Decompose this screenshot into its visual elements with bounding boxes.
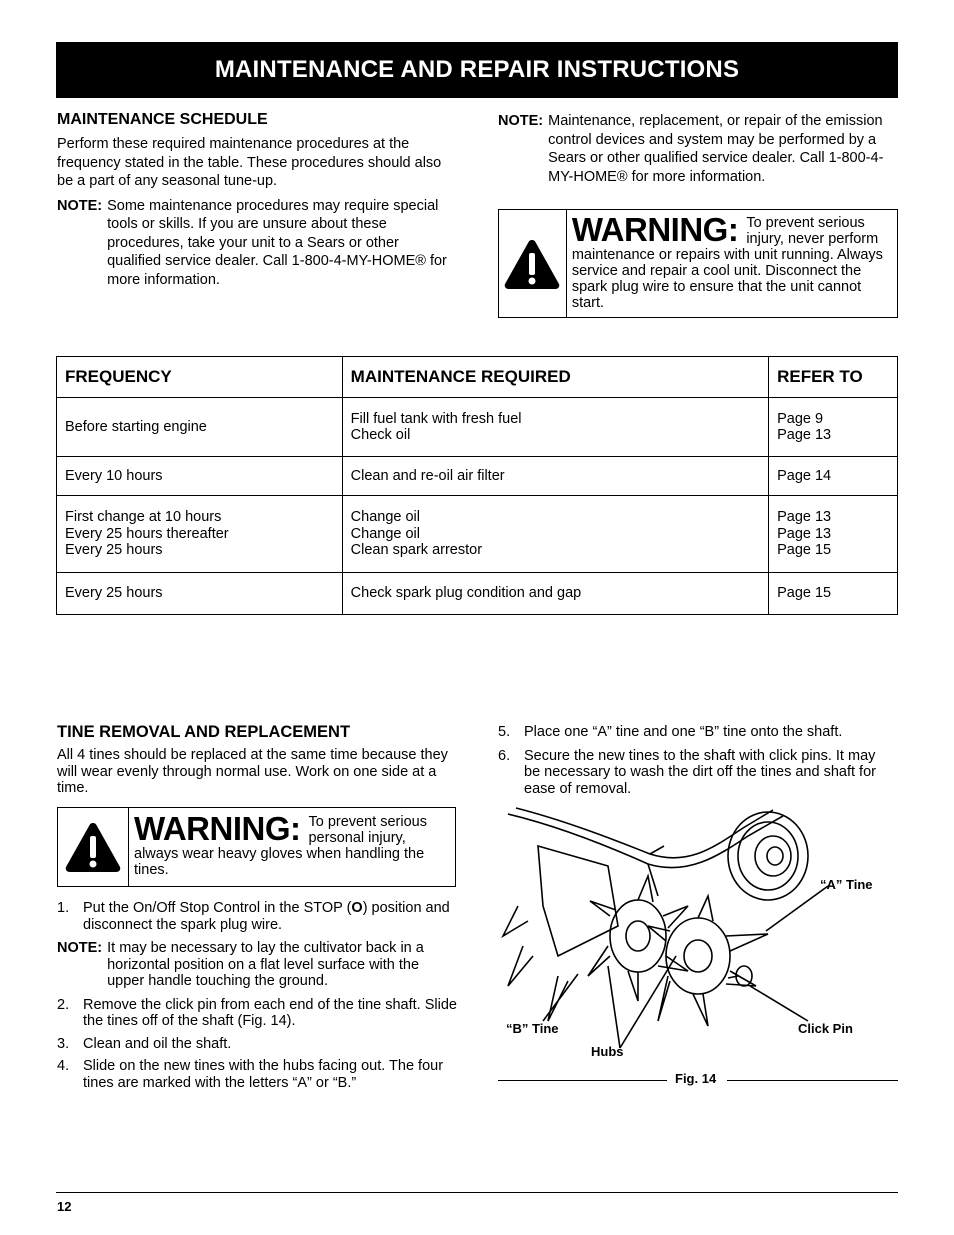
refer-cell: Page 15 <box>777 585 832 602</box>
refer-cell: Page 15 <box>777 542 832 559</box>
table-header-row <box>57 357 898 398</box>
maintenance-cell: Fill fuel tank with fresh fuel <box>350 410 522 427</box>
label-b-tine: “B” Tine <box>506 1021 559 1036</box>
tine-steps-right <box>498 724 893 797</box>
refer-cell: Page 14 <box>777 467 832 484</box>
maintenance-table <box>56 356 898 615</box>
note-text: It may be necessary to lay the cultivator back in a horizontal position on a flat level surface with the upper handle touching the ground. <box>107 940 424 989</box>
step-text: Place one “A” tine and one “B” tine onto the shaft. <box>524 724 843 740</box>
frequency-cell: Before starting engine <box>65 418 207 435</box>
warning-word: WARNING: <box>134 810 301 847</box>
section-heading: MAINTENANCE SCHEDULE <box>57 111 268 128</box>
warning-text-block <box>129 808 455 886</box>
frequency-cell: Every 25 hours <box>65 585 163 602</box>
table-row <box>57 573 898 615</box>
list-item <box>57 1058 457 1091</box>
note-label: NOTE: <box>57 940 103 956</box>
tine-steps-left <box>57 900 457 1091</box>
warning-triangle-icon <box>503 238 561 290</box>
table-row <box>57 398 898 457</box>
step-text: Remove the click pin from each end of the tine shaft. Slide the tines off of the shaft (Fig. 14). <box>83 996 457 1029</box>
step-text: Put the On/Off Stop Control in the STOP (O) position and disconnect the spark plug wire. <box>83 900 450 933</box>
column-header: MAINTENANCE REQUIRED <box>342 357 768 398</box>
warning-icon-cell <box>58 808 129 886</box>
figure-caption: Fig. 14 <box>675 1071 717 1086</box>
list-item <box>57 900 457 933</box>
caption-rule-left <box>498 1080 667 1081</box>
step-text: Clean and oil the shaft. <box>83 1035 232 1052</box>
label-click-pin: Click Pin <box>798 1021 853 1036</box>
tine-intro: All 4 tines should be replaced at the same time because they will wear evenly through normal use. Work on one side at a time. <box>57 747 448 796</box>
label-hubs: Hubs <box>591 1044 624 1059</box>
warning-text-block <box>567 210 897 317</box>
step-number: 6. <box>498 747 511 764</box>
frequency-cell: Every 10 hours <box>65 467 163 484</box>
footer-rule <box>56 1192 898 1193</box>
column-header: FREQUENCY <box>57 357 343 398</box>
tine-section <box>57 723 457 797</box>
column-header: REFER TO <box>769 357 898 398</box>
label-a-tine: “A” Tine <box>820 877 873 892</box>
maintenance-cell: Clean spark arrestor <box>350 542 483 559</box>
warning-triangle-icon <box>64 821 122 873</box>
step-number: 2. <box>57 996 70 1013</box>
step-number: 1. <box>57 900 70 916</box>
page-number: 12 <box>57 1199 72 1214</box>
refer-cell: Page 13 <box>777 427 832 443</box>
list-item <box>57 1036 457 1053</box>
note-text: Some maintenance procedures may require special tools or skills. If you are unsure about these procedures, take your unit to a Sears or other qualified service dealer. Call 1-800-4-MY-HOME® for more information. <box>107 197 447 288</box>
note-label: NOTE: <box>57 197 103 214</box>
emission-note <box>498 112 893 186</box>
maintenance-cell: Change oil <box>350 509 420 526</box>
section-heading: TINE REMOVAL AND REPLACEMENT <box>57 723 351 741</box>
step-number: 4. <box>57 1058 70 1074</box>
maintenance-cell: Clean and re-oil air filter <box>350 467 505 484</box>
maintenance-cell: Check spark plug condition and gap <box>350 585 582 602</box>
refer-cell: Page 9 <box>777 410 824 427</box>
step-number: 5. <box>498 724 511 740</box>
warning-word: WARNING: <box>571 211 739 248</box>
note-text: Maintenance, replacement, or repair of the emission control devices and system may be performed by a Sears or other qualified service dealer. Call 1-800-4-MY-HOME® for more information. <box>548 113 884 185</box>
list-item <box>498 724 893 741</box>
warning-box-service <box>498 209 898 318</box>
caption-rule-right <box>727 1080 898 1081</box>
step-text: Secure the new tines to the shaft with click pins. It may be necessary to wash the dirt off the tines and shaft for ease of removal. <box>524 747 876 797</box>
schedule-intro: Perform these required maintenance procedures at the frequency stated in the table. These procedures should also be a part of any seasonal tune-up. <box>57 136 442 189</box>
maintenance-schedule-section <box>57 111 447 289</box>
note-label: NOTE: <box>498 113 544 129</box>
list-item <box>57 997 457 1030</box>
list-item <box>498 748 893 798</box>
table-row <box>57 496 898 573</box>
warning-text: To prevent serious injury, never perform maintenance or repairs with unit running. Always service and repair a cool unit. Disconnect the spark plug wire to ensure that the unit cannot start. <box>571 215 883 311</box>
maintenance-cell: Change oil <box>350 525 420 542</box>
schedule-note <box>57 197 447 290</box>
table-row <box>57 457 898 496</box>
tine-note <box>57 940 457 990</box>
page-title: MAINTENANCE AND REPAIR INSTRUCTIONS <box>214 56 740 83</box>
warning-text: To prevent serious personal injury, always wear heavy gloves when handling the tines. <box>134 814 427 878</box>
frequency-cell: First change at 10 hours <box>65 509 222 526</box>
step-number: 3. <box>57 1035 70 1052</box>
step-text: Slide on the new tines with the hubs facing out. The four tines are marked with the letters “A” or “B.” <box>83 1058 444 1091</box>
refer-cell: Page 13 <box>777 525 832 542</box>
maintenance-cell: Check oil <box>350 427 411 443</box>
frequency-cell: Every 25 hours <box>65 542 163 559</box>
warning-icon-cell <box>499 210 567 317</box>
frequency-cell: Every 25 hours thereafter <box>65 525 229 542</box>
warning-box-gloves <box>57 807 456 887</box>
header-banner <box>56 42 898 98</box>
refer-cell: Page 13 <box>777 509 832 526</box>
